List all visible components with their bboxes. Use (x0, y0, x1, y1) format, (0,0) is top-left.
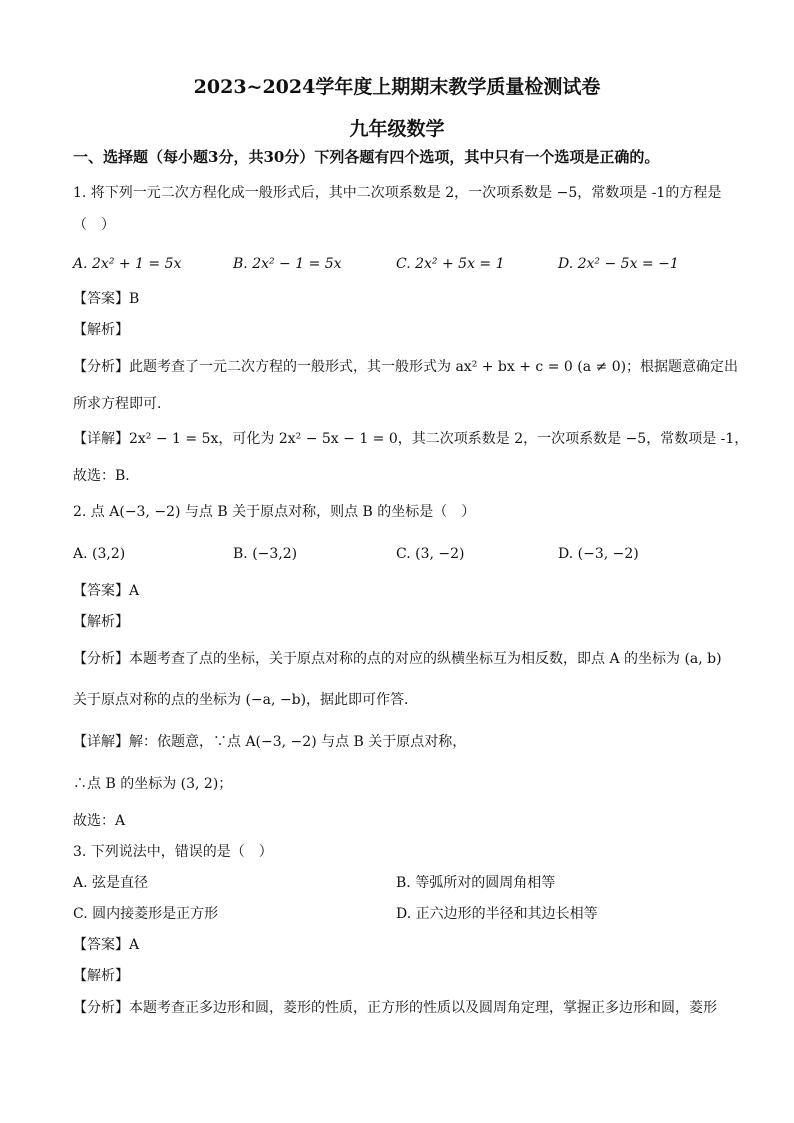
q1-option-a: A. 2x² + 1 = 5x (73, 256, 182, 272)
q1-choice: 故选：B． (73, 468, 140, 484)
q1-stem-paren: （ ） (73, 217, 115, 233)
q2-detail: 【详解】解：依题意，∵点 A(−3, −2) 与点 B 关于原点对称， (73, 734, 467, 750)
page-subtitle: 九年级数学 (349, 118, 445, 140)
q3-jiexi: 【解析】 (73, 968, 129, 984)
q2-choice: 故选：A (73, 813, 126, 829)
page-title: 2023~2024学年度上期期末教学质量检测试卷 (193, 76, 601, 98)
q3-option-a: A. 弦是直径 (73, 875, 149, 891)
q1-option-b: B. 2x² − 1 = 5x (233, 256, 342, 272)
q2-option-d: D. (−3, −2) (558, 546, 639, 562)
q2-stem: 2. 点 A(−3, −2) 与点 B 关于原点对称，则点 B 的坐标是（ ） (73, 504, 476, 520)
q1-answer: 【答案】B (73, 291, 140, 307)
q2-analysis-cont: 关于原点对称的点的坐标为 (−a, −b)，据此即可作答． (73, 692, 419, 708)
q2-jiexi: 【解析】 (73, 614, 129, 630)
q3-option-d: D. 正六边形的半径和其边长相等 (396, 906, 598, 922)
q1-option-d: D. 2x² − 5x = −1 (558, 256, 679, 272)
q2-analysis: 【分析】本题考查了点的坐标，关于原点对称的点的对应的纵横坐标互为相反数，即点 A 的坐标为 (a, b) (73, 651, 722, 667)
q1-jiexi: 【解析】 (73, 322, 129, 338)
q3-answer: 【答案】A (73, 937, 140, 953)
q1-stem: 1. 将下列一元二次方程化成一般形式后，其中二次项系数是 2，一次项系数是 −5，常数项是 -1的方程是 (73, 185, 722, 201)
q2-option-c: C. (3, −2) (396, 546, 465, 562)
q3-option-c: C. 圆内接菱形是正方形 (73, 906, 219, 922)
q3-analysis: 【分析】本题考查正多边形和圆，菱形的性质，正方形的性质以及圆周角定理，掌握正多边形和圆，菱形 (73, 1000, 717, 1016)
q1-analysis: 【分析】此题考查了一元二次方程的一般形式，其一般形式为 ax² + bx + c = 0 (a ≠ 0)；根据题意确定出 (73, 359, 739, 375)
q3-stem: 3. 下列说法中，错误的是（ ） (73, 844, 273, 860)
q2-option-b: B. (−3,2) (233, 546, 298, 562)
q1-analysis-cont: 所求方程即可． (73, 396, 171, 412)
q2-option-a: A. (3,2) (73, 546, 126, 562)
q1-option-c: C. 2x² + 5x = 1 (396, 256, 505, 272)
section-heading: 一、选择题（每小题3分，共30分）下列各题有四个选项，其中只有一个选项是正确的。 (73, 148, 660, 166)
q2-therefore: ∴点 B 的坐标为 (3, 2)； (73, 776, 233, 792)
q2-answer: 【答案】A (73, 583, 140, 599)
q1-detail: 【详解】2x² − 1 = 5x，可化为 2x² − 5x − 1 = 0，其二次项系数是 2，一次项系数是 −5，常数项是 -1， (73, 431, 749, 447)
q3-option-b: B. 等弧所对的圆周角相等 (396, 875, 556, 891)
